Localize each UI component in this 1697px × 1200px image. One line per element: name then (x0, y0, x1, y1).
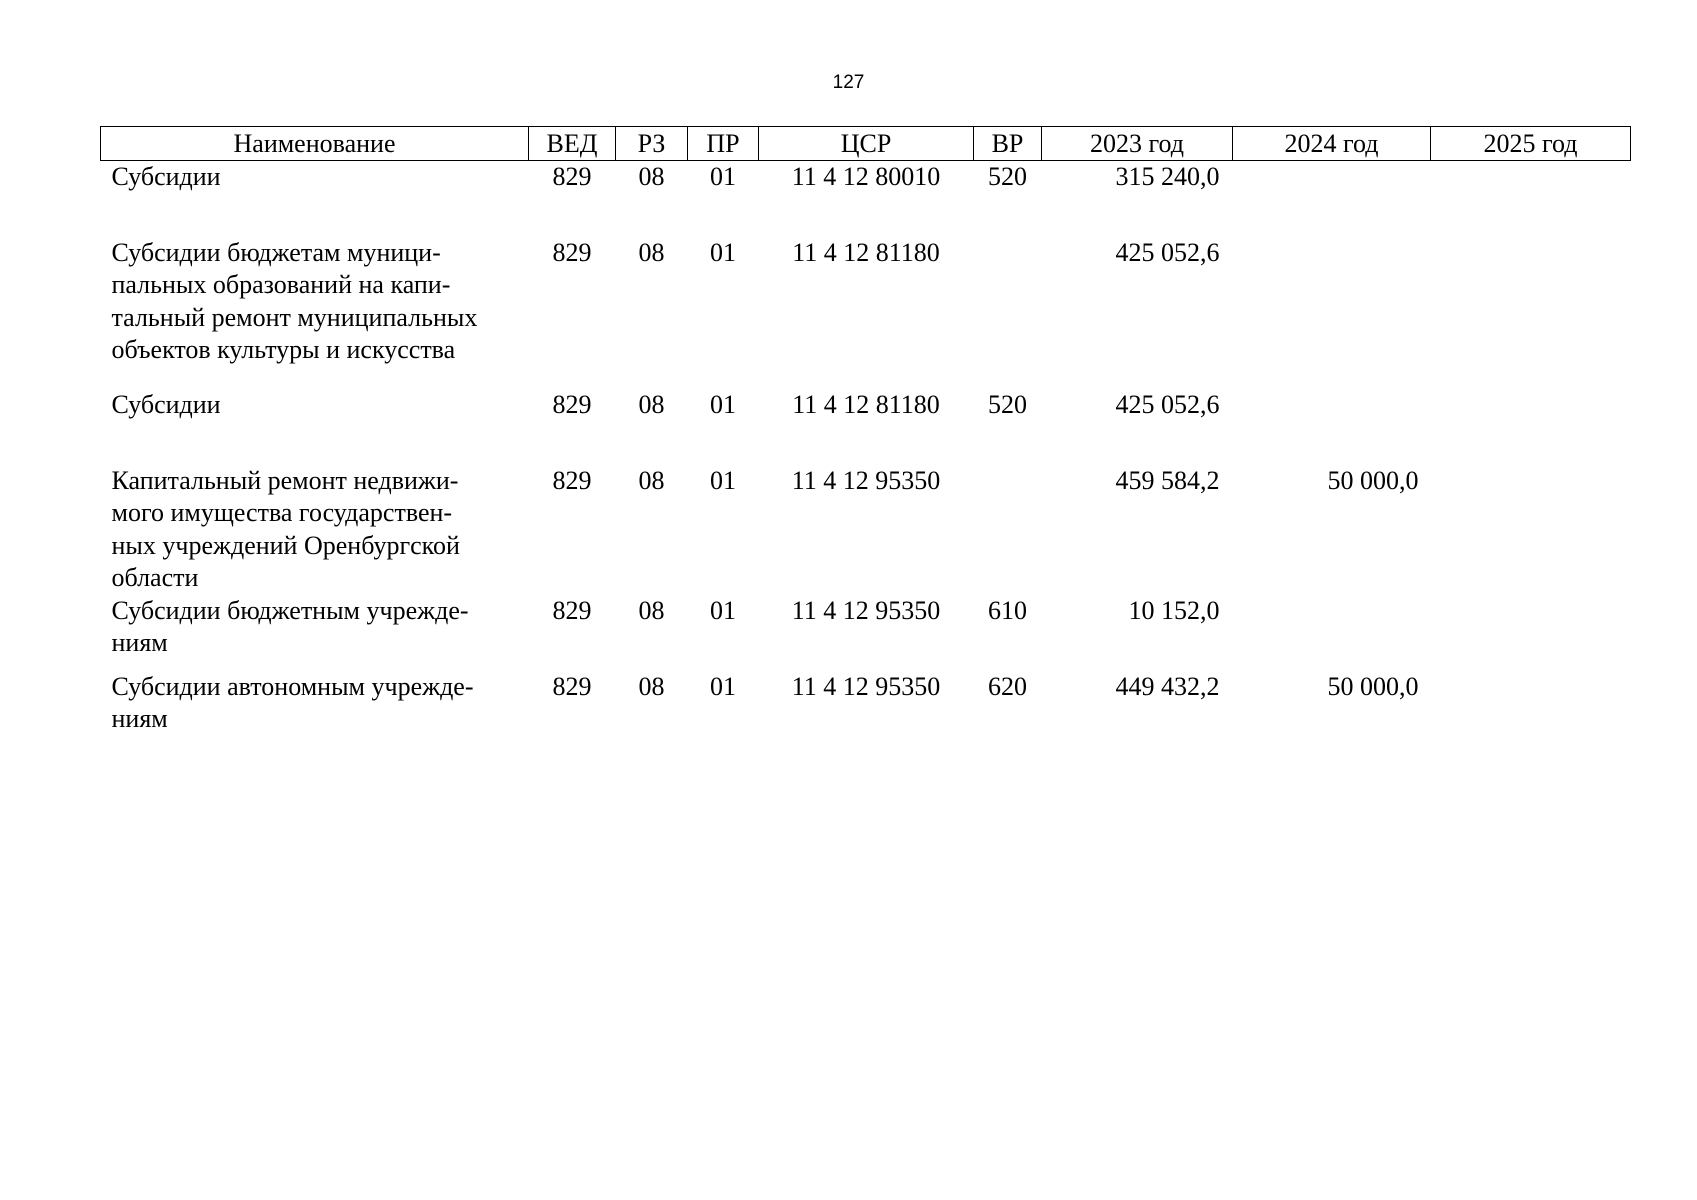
cell-pr: 01 (710, 595, 736, 625)
cell-2023: 425 052,6 (1115, 237, 1220, 267)
cell-2025 (1431, 595, 1631, 671)
cell-2023: 449 432,2 (1115, 671, 1220, 701)
header-csr: ЦСР (759, 127, 974, 161)
table-row (101, 671, 1631, 747)
cell-2024: 50 000,0 (1327, 671, 1419, 701)
cell-ved: 829 (552, 162, 592, 191)
cell-rz: 08 (638, 237, 665, 267)
cell-pr: 01 (710, 389, 736, 419)
cell-2025 (1431, 161, 1631, 237)
page-number: 127 (832, 72, 865, 93)
cell-2023: 459 584,2 (1115, 465, 1220, 495)
cell-rz: 08 (638, 595, 665, 625)
cell-2023: 425 052,6 (1115, 389, 1220, 419)
cell-rz: 08 (638, 389, 665, 419)
cell-2023: 10 152,0 (1128, 595, 1220, 625)
cell-pr: 01 (710, 671, 736, 701)
cell-rz: 08 (638, 465, 665, 495)
budget-table (100, 126, 1631, 747)
cell-name: Субсидии (111, 389, 221, 419)
cell-2024 (1233, 237, 1431, 389)
cell-pr: 01 (710, 465, 736, 495)
cell-csr: 11 4 12 80010 (791, 162, 941, 191)
cell-2025 (1431, 465, 1631, 595)
cell-2025 (1431, 671, 1631, 747)
cell-vr: 520 (988, 389, 1027, 419)
header-2025: 2025 год (1431, 127, 1631, 161)
cell-ved: 829 (552, 237, 592, 267)
header-vr: ВР (974, 127, 1042, 161)
cell-csr: 11 4 12 81180 (792, 237, 940, 267)
cell-rz: 08 (638, 671, 665, 701)
cell-2024 (1233, 595, 1431, 671)
header-2023: 2023 год (1042, 127, 1233, 161)
cell-vr: 520 (988, 162, 1027, 191)
cell-2024: 50 000,0 (1327, 465, 1419, 495)
cell-csr: 11 4 12 95350 (791, 465, 941, 495)
header-pr: ПР (688, 127, 759, 161)
table-header (101, 127, 1631, 161)
cell-ved: 829 (552, 465, 592, 495)
cell-rz: 08 (638, 162, 665, 191)
cell-name: Субсидии автономным учрежде- ниям (111, 671, 474, 733)
cell-csr: 11 4 12 81180 (792, 389, 940, 419)
header-rz: РЗ (616, 127, 688, 161)
table-body (101, 161, 1631, 747)
cell-name: Субсидии (111, 162, 221, 191)
cell-2024 (1233, 161, 1431, 237)
cell-2025 (1431, 389, 1631, 465)
cell-csr: 11 4 12 95350 (791, 595, 941, 625)
header-name: Наименование (101, 127, 529, 161)
header-2024: 2024 год (1233, 127, 1431, 161)
table-row (101, 389, 1631, 465)
cell-name: Капитальный ремонт недвижи- мого имущества государствен- ных учреждений Оренбургской области (111, 465, 460, 592)
table-row (101, 161, 1631, 237)
header-row (101, 127, 1631, 161)
cell-ved: 829 (552, 671, 592, 701)
cell-vr (974, 465, 1042, 595)
cell-2025 (1431, 237, 1631, 389)
cell-ved: 829 (552, 595, 592, 625)
cell-name: Субсидии бюджетным учрежде- ниям (111, 595, 469, 657)
cell-2024 (1233, 389, 1431, 465)
cell-pr: 01 (710, 237, 736, 267)
table-row (101, 595, 1631, 671)
header-ved: ВЕД (529, 127, 616, 161)
cell-pr: 01 (710, 162, 736, 191)
cell-vr (974, 237, 1042, 389)
cell-ved: 829 (552, 389, 592, 419)
cell-csr: 11 4 12 95350 (791, 671, 941, 701)
table-row (101, 237, 1631, 389)
cell-vr: 620 (988, 671, 1027, 701)
cell-name: Субсидии бюджетам муници- пальных образований на капи- тальный ремонт муниципальных объектов культуры и искусства (111, 237, 478, 364)
cell-vr: 610 (988, 595, 1027, 625)
cell-2023: 315 240,0 (1115, 162, 1220, 191)
table-row (101, 465, 1631, 595)
